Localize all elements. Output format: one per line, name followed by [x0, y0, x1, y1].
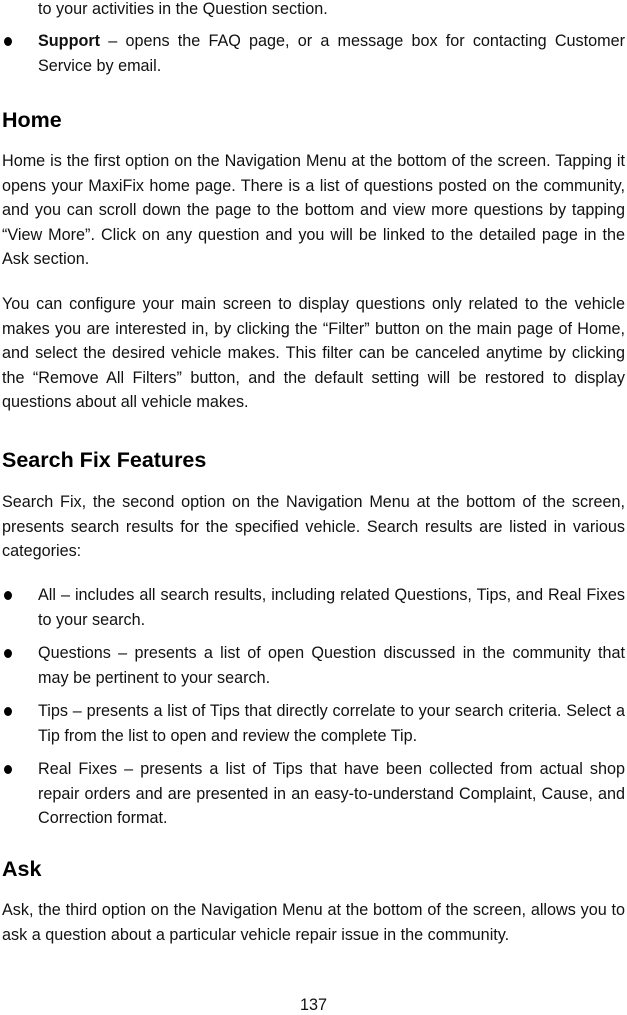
bullet-icon: [4, 707, 12, 716]
search-fix-heading: Search Fix Features: [2, 448, 207, 472]
home-paragraph-2: You can configure your main screen to display questions only related to the vehicle makes you are interested in, by clicking the “Filter” button on the main page of Home, and select the desired vehicle makes. This filter can be canceled anytime by clicking the “Remove All Filters” button, and the default setting will be restored to display questions about all vehicle makes.: [2, 295, 625, 411]
continuation-text: to your activities in the Question section.: [38, 0, 328, 18]
bullet-icon: [4, 649, 12, 658]
search-fix-categories: [2, 583, 625, 831]
bullet-icon: [4, 765, 12, 774]
bullet-item-questions: [2, 641, 625, 690]
bullet-icon: [4, 591, 12, 600]
search-fix-intro: Search Fix, the second option on the Navigation Menu at the bottom of the screen, presents search results for the specified vehicle. Search results are listed in various categories:: [2, 493, 625, 560]
bullet-item-all: [2, 583, 625, 632]
home-heading: Home: [2, 108, 62, 132]
support-description: – opens the FAQ page, or a message box for contacting Customer Service by email.: [38, 32, 625, 75]
ask-heading: Ask: [2, 857, 42, 881]
bullet-item-real-fixes: [2, 757, 625, 831]
bullet-item-support: [2, 29, 625, 78]
bullet-item-tips: [2, 699, 625, 748]
support-bullet-list: [2, 29, 625, 78]
category-all-text: All – includes all search results, including related Questions, Tips, and Real Fixes to your search.: [38, 586, 625, 629]
category-real-fixes-text: Real Fixes – presents a list of Tips that have been collected from actual shop repair orders and are presented in an easy-to-understand Complaint, Cause, and Correction format.: [38, 760, 625, 827]
category-tips-text: Tips – presents a list of Tips that directly correlate to your search criteria. Select a Tip from the list to open and review the complete Tip.: [38, 702, 625, 745]
ask-paragraph: Ask, the third option on the Navigation Menu at the bottom of the screen, allows you to ask a question about a particular vehicle repair issue in the community.: [2, 901, 625, 944]
page-number: 137: [299, 996, 327, 1014]
bullet-icon: [4, 37, 12, 46]
category-questions-text: Questions – presents a list of open Question discussed in the community that may be pertinent to your search.: [38, 644, 625, 687]
home-paragraph-1: Home is the first option on the Navigation Menu at the bottom of the screen. Tapping it opens your MaxiFix home page. There is a list of questions posted on the community, and you can scroll down the page to the bottom and view more questions by tapping “View More”. Click on any question and you will be linked to the detailed page in the Ask section.: [2, 152, 625, 268]
support-term: Support: [38, 32, 101, 50]
